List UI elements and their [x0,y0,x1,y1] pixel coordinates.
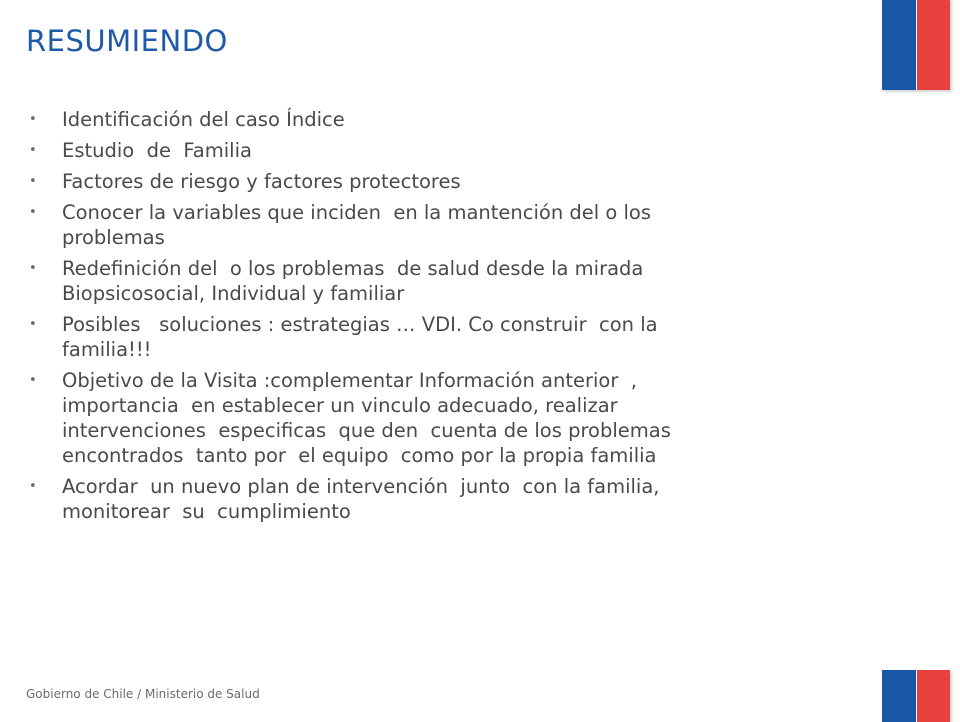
bullet-text: Conocer la variables que inciden en la mantención del o los problemas [62,201,652,249]
bullet-item [24,474,824,524]
bullet-list [24,107,824,530]
bullet-item [24,200,824,250]
bullet-text: Objetivo de la Visita :complementar Información anterior , importancia en establecer un vinculo adecuado, realizar intervenciones especificas que den cuenta de los problemas encontrados tanto por el equipo como por la propia familia [62,369,671,467]
bullet-icon: • [29,373,37,388]
flag-blue-band [882,0,916,90]
flag-red-band [917,0,950,90]
slide-title: RESUMIENDO [26,24,228,58]
flag-blue-band [882,670,916,722]
bullet-text: Factores de riesgo y factores protectores [62,170,461,193]
bullet-item [24,138,824,163]
bullet-item [24,169,824,194]
bullet-item [24,256,824,306]
bullet-icon: • [29,205,37,220]
bullet-text: Identificación del caso Índice [62,108,345,131]
bullet-icon: • [29,143,37,158]
bullet-text: Redefinición del o los problemas de salud desde la mirada Biopsicosocial, Individual y familiar [62,257,644,305]
bullet-icon: • [29,479,37,494]
bullet-text: Acordar un nuevo plan de intervención junto con la familia, monitorear su cumplimiento [62,475,660,523]
bullet-item [24,107,824,132]
chile-flag-stripe-icon [882,670,950,722]
chile-flag-stripe-icon [882,0,950,90]
bullet-icon: • [29,261,37,276]
bullet-icon: • [29,112,37,127]
bullet-text: Estudio de Familia [62,139,252,162]
bullet-item [24,312,824,362]
footer-text: Gobierno de Chile / Ministerio de Salud [26,687,260,701]
bullet-item [24,368,824,468]
bullet-icon: • [29,174,37,189]
bullet-icon: • [29,317,37,332]
flag-red-band [917,670,950,722]
bullet-text: Posibles soluciones : estrategias … VDI. Co construir con la familia!!! [62,313,658,361]
